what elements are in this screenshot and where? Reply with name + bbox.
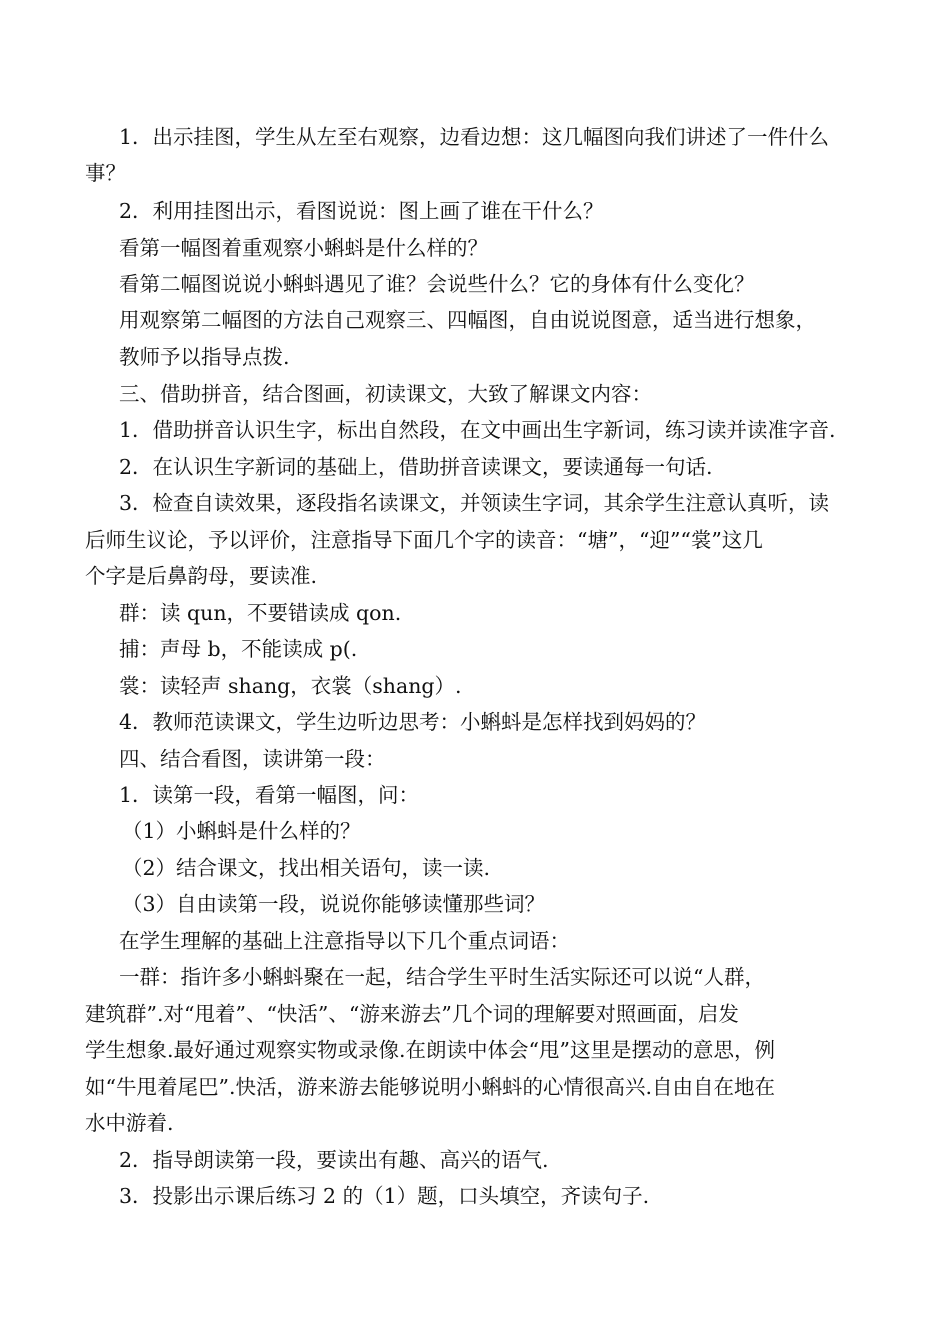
paragraph-line: 1．出示挂图，学生从左至右观察，边看边想：这几幅图向我们讲述了一件什么: [119, 125, 830, 149]
paragraph-line: 裳：读轻声 shang，衣裳（shang）.: [119, 674, 462, 698]
paragraph-line: 看第二幅图说说小蝌蚪遇见了谁？会说些什么？它的身体有什么变化？: [119, 272, 755, 296]
paragraph-line: （1）小蝌蚪是什么样的？: [122, 819, 361, 843]
paragraph-line: 如“牛甩着尾巴”.快活，游来游去能够说明小蝌蚪的心情很高兴.自由自在地在: [85, 1075, 775, 1099]
paragraph-line: 学生想象.最好通过观察实物或录像.在朗读中体会“甩”这里是摆动的意思，例: [85, 1038, 775, 1062]
paragraph-line: 后师生议论，予以评价，注意指导下面几个字的读音：“塘”，“迎”“裳”这几: [85, 528, 763, 552]
section-heading: 四、结合看图，读讲第一段：: [119, 747, 386, 771]
paragraph-line: 建筑群”.对“甩着”、“快活”、“游来游去”几个词的理解要对照画面，启发: [85, 1002, 739, 1026]
paragraph-line: 4．教师范读课文，学生边听边思考：小蝌蚪是怎样找到妈妈的？: [119, 710, 707, 734]
paragraph-line: 捕：声母 b，不能读成 p(.: [119, 637, 358, 661]
paragraph-line: 水中游着.: [85, 1111, 174, 1135]
paragraph-line: 3．检查自读效果，逐段指名读课文，并领读生字词，其余学生注意认真听，读: [119, 491, 830, 515]
paragraph-line: 2．在认识生字新词的基础上，借助拼音读课文，要读通每一句话.: [119, 455, 713, 479]
paragraph-line: 群：读 qun，不要错读成 qon.: [119, 601, 402, 625]
paragraph-line: 2．指导朗读第一段，要读出有趣、高兴的语气.: [119, 1148, 549, 1172]
paragraph-line: 一群：指许多小蝌蚪聚在一起，结合学生平时生活实际还可以说“人群，: [119, 965, 765, 989]
paragraph-line: （3）自由读第一段，说说你能够读懂那些词？: [122, 892, 546, 916]
paragraph-line: 2．利用挂图出示，看图说说：图上画了谁在干什么？: [119, 199, 604, 223]
paragraph-line: 1．读第一段，看第一幅图，问：: [119, 783, 420, 807]
paragraph-line: （2）结合课文，找出相关语句，读一读.: [122, 856, 491, 880]
paragraph-line: 用观察第二幅图的方法自己观察三、四幅图，自由说说图意，适当进行想象，: [119, 308, 816, 332]
paragraph-line: 在学生理解的基础上注意指导以下几个重点词语：: [119, 929, 570, 953]
paragraph-line: 3．投影出示课后练习 2 的（1）题，口头填空，齐读句子.: [119, 1184, 650, 1208]
section-heading: 三、借助拼音，结合图画，初读课文，大致了解课文内容：: [119, 382, 652, 406]
paragraph-line: 1．借助拼音认识生字，标出自然段，在文中画出生字新词，练习读并读准字音.: [119, 418, 836, 442]
paragraph-line: 看第一幅图着重观察小蝌蚪是什么样的？: [119, 236, 488, 260]
paragraph-line: 个字是后鼻韵母，要读准.: [85, 564, 318, 588]
paragraph-line: 事？: [85, 161, 126, 185]
paragraph-line: 教师予以指导点拨.: [119, 345, 290, 369]
